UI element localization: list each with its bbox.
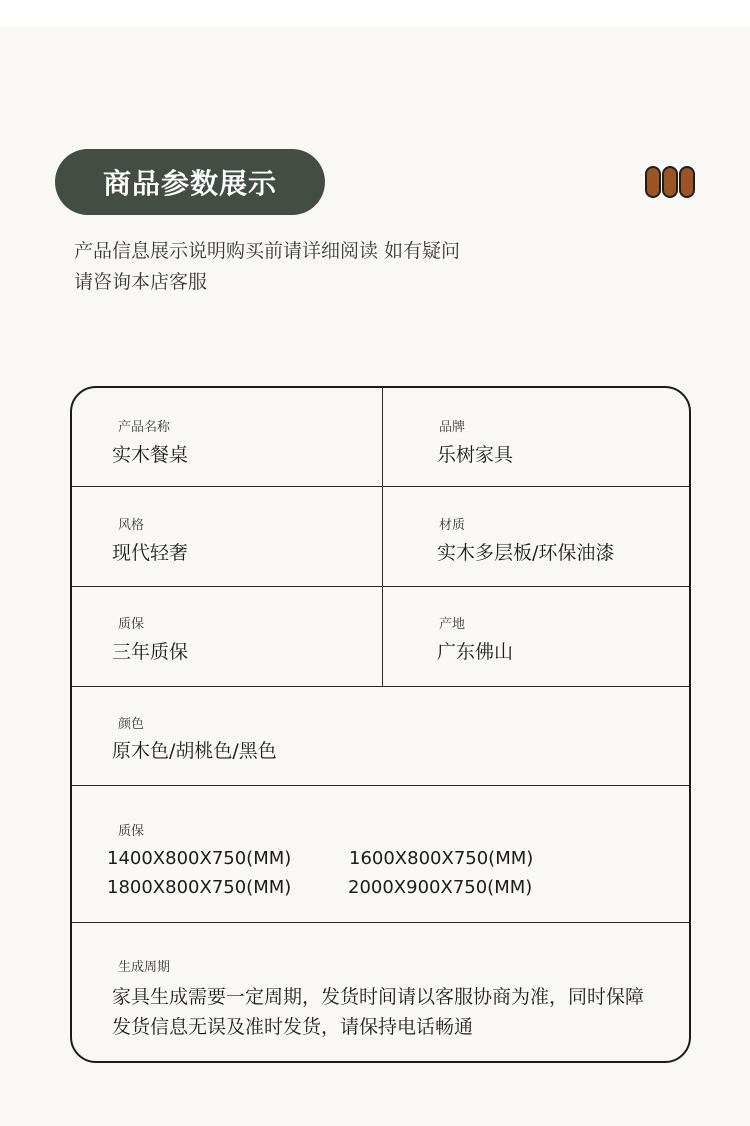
param-value: 实木餐桌 [112,444,189,466]
param-value: 三年质保 [112,641,189,663]
param-material [383,487,689,586]
production-note-line: 发货信息无误及准时发货，请保持电话畅通 [112,1016,474,1038]
param-label: 材质 [439,518,466,533]
param-sizes [72,786,689,922]
production-note-line: 家具生成需要一定周期，发货时间请以客服协商为准，同时保障 [112,986,645,1008]
param-origin [383,587,689,686]
size-value: 1400X800X750(MM) [107,848,292,869]
param-value: 现代轻奢 [112,542,189,564]
table-row [72,687,689,786]
intro-line: 产品信息展示说明购买前请详细阅读 如有疑问 [74,240,461,262]
table-row [72,388,689,487]
param-label: 生成周期 [118,960,171,975]
param-label: 风格 [118,518,145,533]
param-label: 品牌 [439,420,466,435]
table-row [72,487,689,587]
param-value: 乐树家具 [437,444,514,466]
section-title: 商品参数展示 [55,149,325,215]
param-value: 原木色/胡桃色/黑色 [112,740,277,762]
intro-line: 请咨询本店客服 [74,271,208,293]
decorative-dots [645,166,695,198]
param-production [72,923,689,1061]
dot-icon [645,166,661,198]
top-band [0,0,750,27]
param-label: 颜色 [118,717,145,732]
intro-text [74,236,674,298]
table-row [72,587,689,687]
param-label: 质保 [118,824,145,839]
param-label: 质保 [118,617,145,632]
dot-icon [679,166,695,198]
dot-icon [662,166,678,198]
size-value: 1600X800X750(MM) [349,848,534,869]
params-table [70,386,691,1063]
table-row [72,923,689,1061]
param-style [72,487,383,586]
param-brand [383,388,689,486]
param-color [72,687,689,785]
param-label: 产品名称 [118,420,171,435]
size-value: 1800X800X750(MM) [107,877,292,898]
param-warranty [72,587,383,686]
table-row [72,786,689,923]
param-label: 产地 [439,617,466,632]
size-value: 2000X900X750(MM) [348,877,533,898]
param-product-name [72,388,383,486]
param-value: 实木多层板/环保油漆 [437,542,615,564]
param-value: 广东佛山 [437,641,514,663]
